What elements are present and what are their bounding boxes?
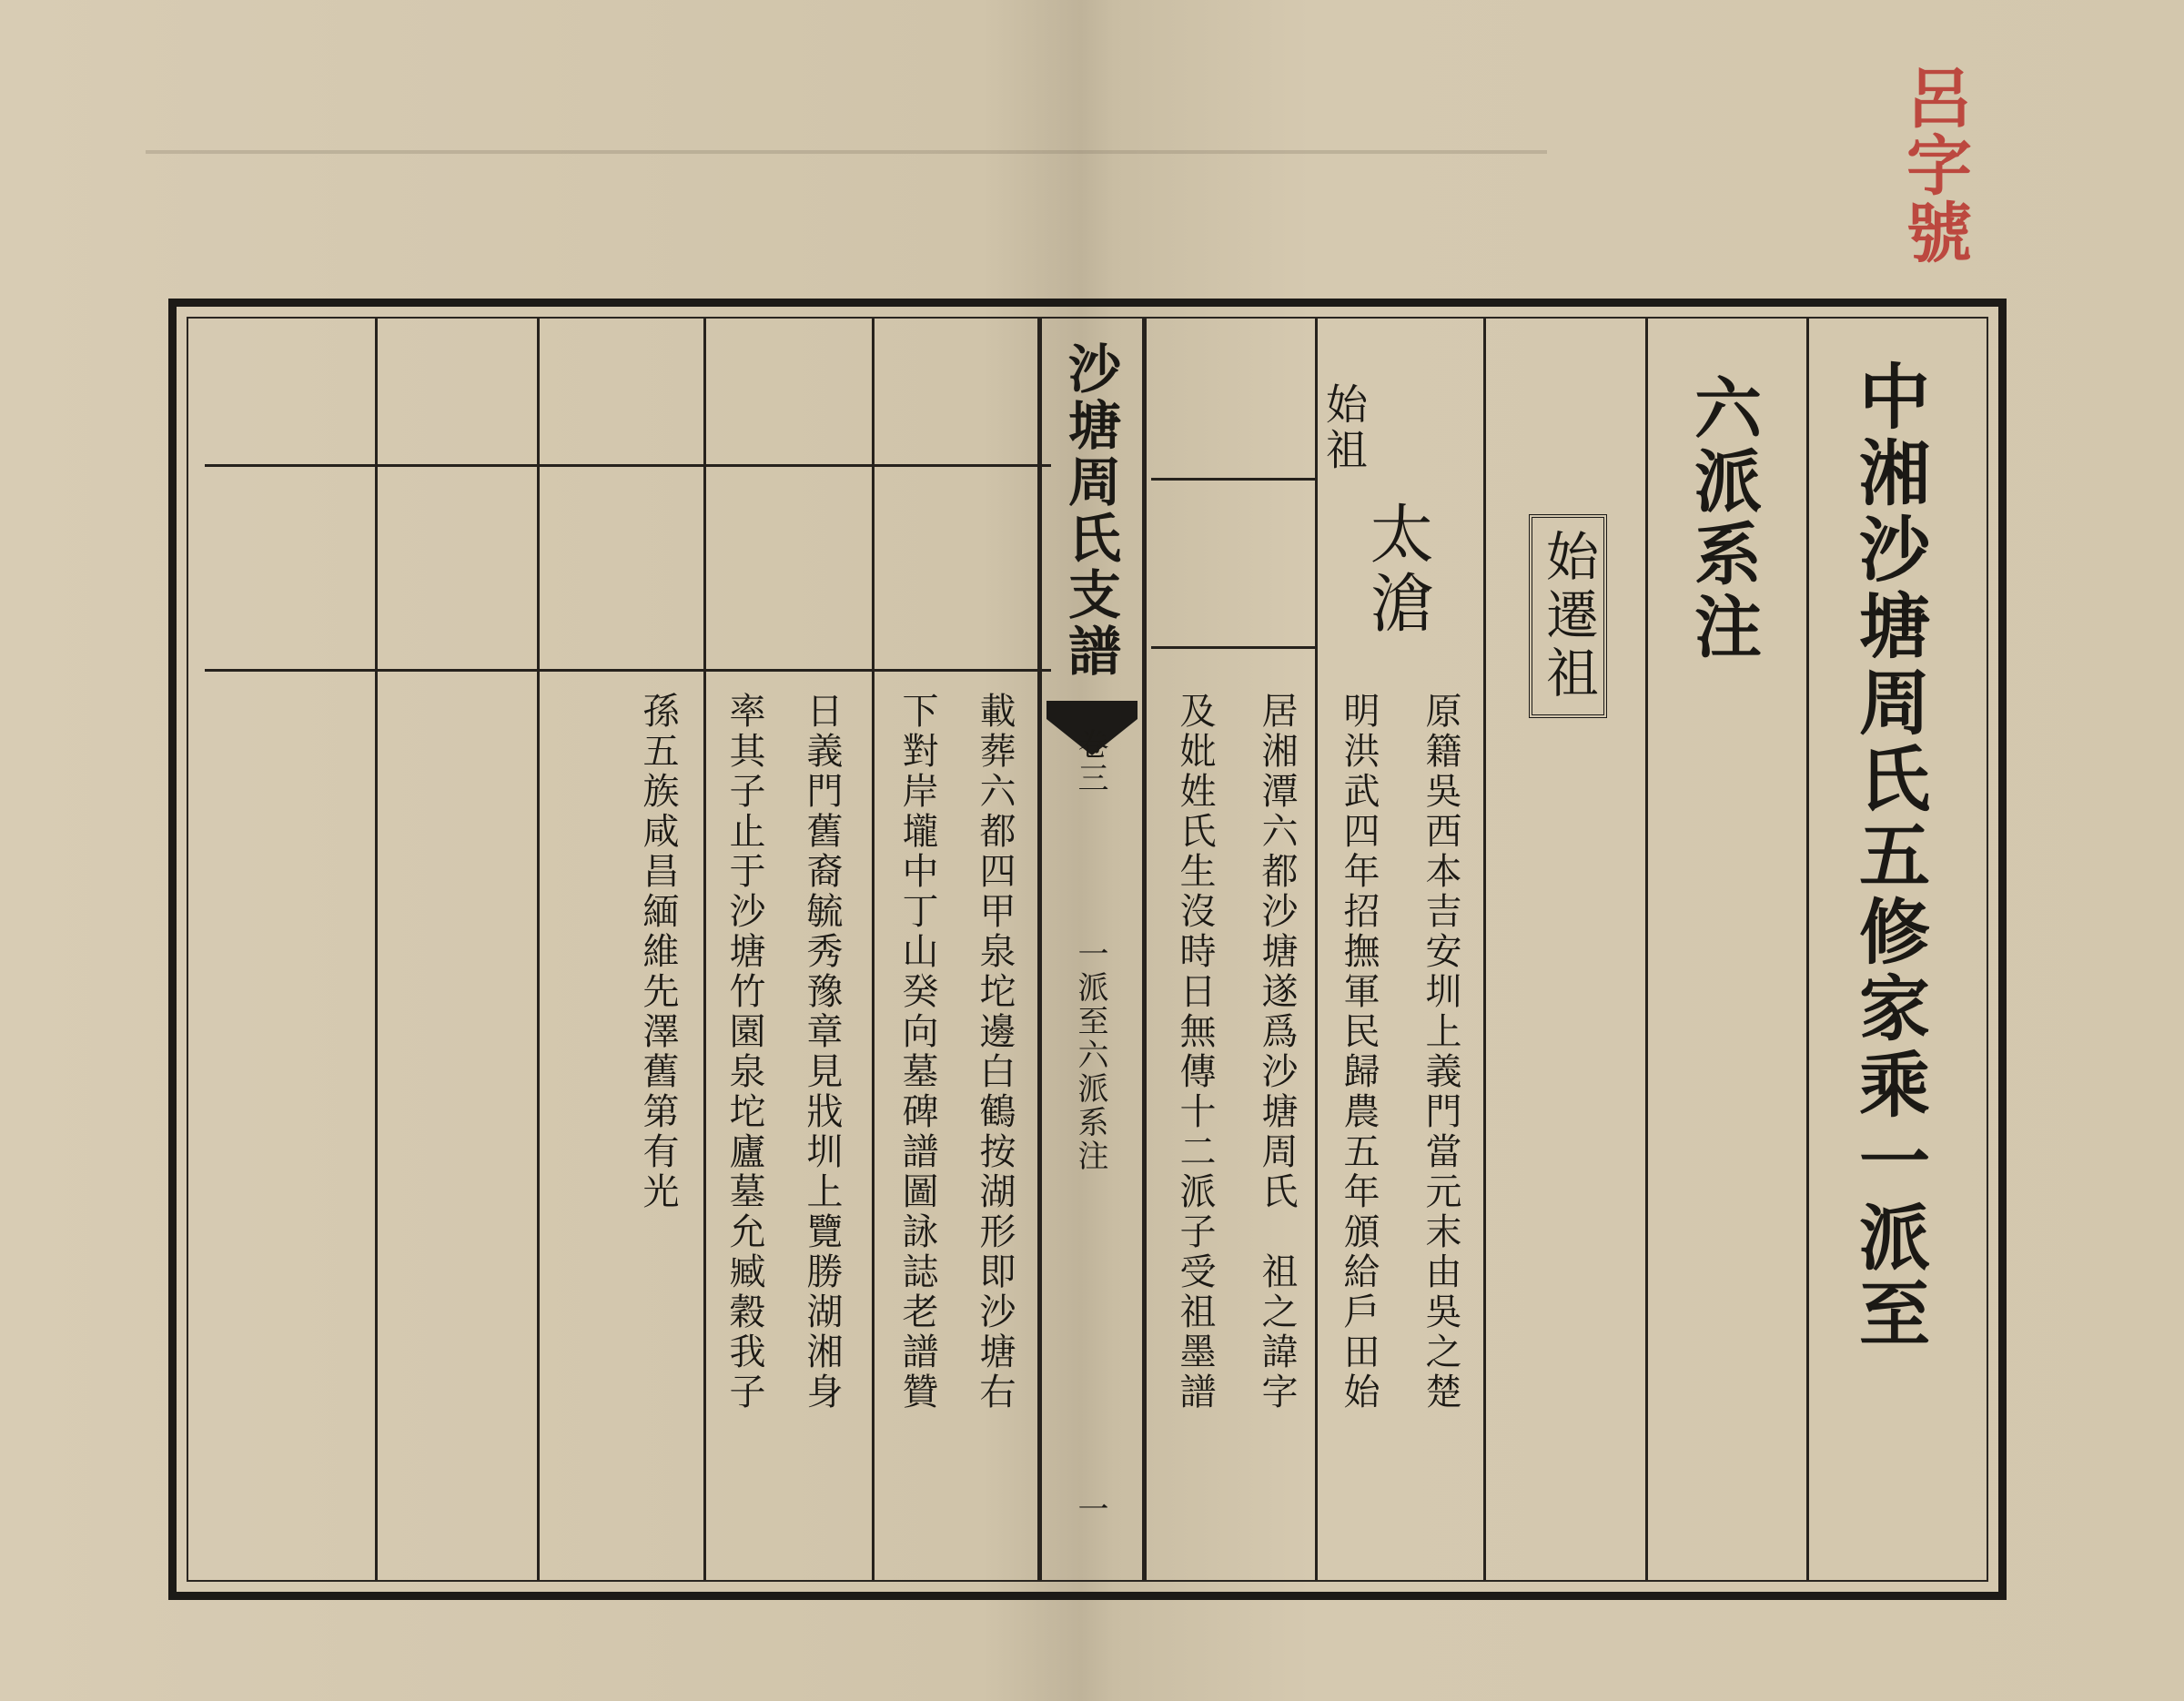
grid-line (872, 319, 875, 1580)
grid-row-line (205, 669, 1051, 672)
entry-line: 居湘潭六都沙塘遂爲沙塘周氏 祖之諱字 (1256, 692, 1298, 1412)
grid-line (375, 319, 378, 1580)
entry-line: 原籍吳西本吉安圳上義門當元末由吳之楚 (1420, 692, 1461, 1412)
grid-row-line (1151, 478, 1315, 481)
ancestor-generation-note: 始祖 (1320, 382, 1369, 473)
spine-book-title: 沙塘周氏支譜 (1059, 341, 1121, 680)
entry-line: 載葬六都四甲泉坨邊白鶴按湖形即沙塘右 (974, 692, 1016, 1412)
grid-line (537, 319, 540, 1580)
entry-line: 明洪武四年招撫軍民歸農五年頒給戶田始 (1338, 692, 1380, 1412)
grid-row-line (1151, 646, 1315, 649)
grid-line (1806, 319, 1809, 1580)
spine-border-left (1037, 319, 1042, 1580)
spine-section: 一派至六派系注 (1072, 937, 1108, 1173)
grid-row-line (205, 464, 1051, 467)
ancestor-name: 太滄 (1360, 501, 1434, 639)
entry-line: 孫五族咸昌緬維先澤舊第有光 (637, 692, 679, 1212)
spine-border-right (1142, 319, 1147, 1580)
entry-line: 率其子止于沙塘竹園泉坨廬墓允臧穀我子 (723, 692, 765, 1412)
ancestor-tag-box: 始遷祖 (1529, 514, 1607, 718)
spine-volume: 卷三 (1072, 728, 1108, 795)
grid-line (1645, 319, 1648, 1580)
entry-line: 及妣姓氏生沒時日無傳十二派子受祖墨譜 (1174, 692, 1216, 1412)
section-title: 六派系注 (1684, 373, 1762, 664)
grid-line (1483, 319, 1486, 1580)
document-title: 中湘沙塘周氏五修家乘一派至 (1847, 359, 1930, 1353)
entry-line: 下對岸壠中丁山癸向墓碑譜圖詠誌老譜贊 (896, 692, 938, 1412)
grid-line (1315, 319, 1318, 1580)
grid-line (703, 319, 706, 1580)
bleed-through-line (146, 150, 1547, 154)
spine-page-number: 一 (1072, 1493, 1108, 1526)
entry-line: 日義門舊裔毓秀豫章見戕圳上覽勝湖湘身 (801, 692, 843, 1412)
collection-seal-stamp: 呂字號 (1896, 64, 1973, 266)
